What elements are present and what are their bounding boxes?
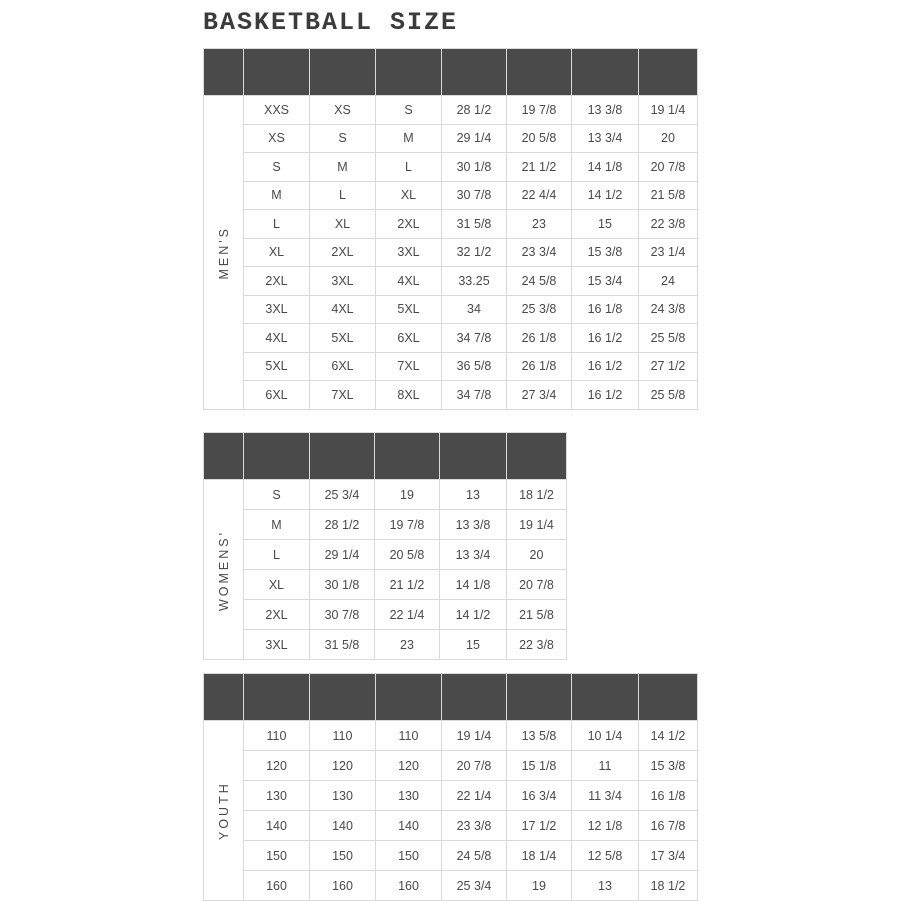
cell: 13 3/8 <box>440 510 507 540</box>
cell: L <box>244 210 310 239</box>
cell: 20 5/8 <box>507 124 572 153</box>
cell: 29 1/4 <box>442 124 507 153</box>
cell: 20 7/8 <box>442 751 507 781</box>
cell: 120 <box>244 751 310 781</box>
cell: 19 1/4 <box>639 96 698 125</box>
cell: S <box>310 124 376 153</box>
cell: 120 <box>376 751 442 781</box>
cell: XL <box>376 181 442 210</box>
cell: 23 3/4 <box>507 238 572 267</box>
cell: 2XL <box>310 238 376 267</box>
cell: 16 1/2 <box>572 352 639 381</box>
youth-col-usa: USA <box>244 674 310 721</box>
cell: 13 3/4 <box>572 124 639 153</box>
mens-table-body <box>204 96 698 410</box>
cell: 13 3/8 <box>572 96 639 125</box>
cell: 19 <box>507 871 572 901</box>
cell: 24 <box>639 267 698 296</box>
cell: 5XL <box>310 324 376 353</box>
cell: 12 1/8 <box>572 811 639 841</box>
mens-table-header <box>204 49 698 96</box>
cell: 14 1/2 <box>572 181 639 210</box>
page-title: BASKETBALL SIZE <box>203 8 459 37</box>
cell: 20 7/8 <box>507 570 567 600</box>
cell: S <box>244 480 310 510</box>
cell: 22 4/4 <box>507 181 572 210</box>
cell: 7XL <box>310 381 376 410</box>
mens-corner-cell <box>204 49 244 96</box>
cell: 150 <box>310 841 376 871</box>
cell: 22 3/8 <box>507 630 567 660</box>
cell: 11 <box>572 751 639 781</box>
cell: 6XL <box>244 381 310 410</box>
womens-table-body <box>204 480 567 660</box>
mens-col-usa: USA <box>244 49 310 96</box>
cell: 22 1/4 <box>442 781 507 811</box>
cell: 23 3/8 <box>442 811 507 841</box>
cell: 30 1/8 <box>310 570 375 600</box>
cell: XL <box>310 210 376 239</box>
youth-col-ue: UE <box>310 674 376 721</box>
youth-col-asia: ASIA <box>376 674 442 721</box>
cell: 2XL <box>244 267 310 296</box>
cell: 25 3/4 <box>310 480 375 510</box>
cell: 17 3/4 <box>639 841 698 871</box>
cell: 24 3/8 <box>639 295 698 324</box>
cell: 25 5/8 <box>639 324 698 353</box>
cell: 130 <box>376 781 442 811</box>
cell: 110 <box>244 721 310 751</box>
cell: 34 7/8 <box>442 324 507 353</box>
table-row <box>204 751 698 781</box>
womens-table-header <box>204 433 567 480</box>
cell: L <box>310 181 376 210</box>
mens-col-outside-seam: OUTSIDE SEAM (IN.) <box>442 49 507 96</box>
cell: 16 1/8 <box>572 295 639 324</box>
cell: 3XL <box>310 267 376 296</box>
cell: 25 3/4 <box>442 871 507 901</box>
youth-col-pants-length: PANTS LENGTH (IN.) <box>639 674 698 721</box>
cell: 27 3/4 <box>507 381 572 410</box>
table-row <box>204 295 698 324</box>
youth-col-outside-seam: OUTSIDE SEAM (IN.) <box>442 674 507 721</box>
mens-col-asia: ASIA <box>376 49 442 96</box>
cell: M <box>310 153 376 182</box>
cell: 21 1/2 <box>507 153 572 182</box>
cell: 18 1/2 <box>639 871 698 901</box>
cell: 18 1/2 <box>507 480 567 510</box>
cell: 150 <box>376 841 442 871</box>
cell: 16 1/2 <box>572 324 639 353</box>
cell: 2XL <box>244 600 310 630</box>
cell: 36 5/8 <box>442 352 507 381</box>
cell: 140 <box>376 811 442 841</box>
womens-size-table <box>203 432 567 660</box>
cell: 14 1/8 <box>440 570 507 600</box>
womens-col-pants-length: PANTS LENGTH (IN.) <box>507 433 567 480</box>
cell: 24 5/8 <box>507 267 572 296</box>
cell: 21 1/2 <box>375 570 440 600</box>
youth-table-header <box>204 674 698 721</box>
cell: 4XL <box>376 267 442 296</box>
womens-group-label: WOMENS' <box>204 480 244 660</box>
cell: 13 5/8 <box>507 721 572 751</box>
cell: 6XL <box>376 324 442 353</box>
cell: 15 <box>572 210 639 239</box>
cell: 160 <box>376 871 442 901</box>
cell: M <box>376 124 442 153</box>
cell: XXS <box>244 96 310 125</box>
youth-col-half-chest: 1/2 CHEST (IN.) <box>507 674 572 721</box>
table-row <box>204 96 698 125</box>
cell: XL <box>244 570 310 600</box>
cell: 130 <box>310 781 376 811</box>
cell: 28 1/2 <box>310 510 375 540</box>
cell: 20 <box>639 124 698 153</box>
mens-size-table <box>203 48 698 410</box>
cell: 16 1/2 <box>572 381 639 410</box>
cell: 120 <box>310 751 376 781</box>
cell: 19 <box>375 480 440 510</box>
youth-group-label: YOUTH <box>204 721 244 901</box>
cell: XL <box>244 238 310 267</box>
cell: 27 1/2 <box>639 352 698 381</box>
cell: 20 7/8 <box>639 153 698 182</box>
cell: 22 3/8 <box>639 210 698 239</box>
table-row <box>204 480 567 510</box>
table-row <box>204 811 698 841</box>
cell: 5XL <box>244 352 310 381</box>
mens-col-ue: UE <box>310 49 376 96</box>
cell: 17 1/2 <box>507 811 572 841</box>
cell: 19 1/4 <box>507 510 567 540</box>
table-row <box>204 540 567 570</box>
cell: 26 1/8 <box>507 352 572 381</box>
cell: 32 1/2 <box>442 238 507 267</box>
cell: 2XL <box>376 210 442 239</box>
cell: 33.25 <box>442 267 507 296</box>
cell: 19 1/4 <box>442 721 507 751</box>
table-row <box>204 267 698 296</box>
womens-col-usa: USA <box>244 433 310 480</box>
cell: 15 1/8 <box>507 751 572 781</box>
cell: 19 7/8 <box>507 96 572 125</box>
cell: 12 5/8 <box>572 841 639 871</box>
youth-corner-cell <box>204 674 244 721</box>
cell: 15 3/4 <box>572 267 639 296</box>
cell: 140 <box>244 811 310 841</box>
cell: 15 3/8 <box>639 751 698 781</box>
table-row <box>204 352 698 381</box>
womens-col-half-chest: 1/2 CHEST (IN.) <box>375 433 440 480</box>
mens-group-label: MEN'S <box>204 96 244 410</box>
cell: 16 3/4 <box>507 781 572 811</box>
cell: 31 5/8 <box>442 210 507 239</box>
cell: 21 5/8 <box>507 600 567 630</box>
cell: 6XL <box>310 352 376 381</box>
cell: 30 1/8 <box>442 153 507 182</box>
cell: 14 1/2 <box>440 600 507 630</box>
cell: 3XL <box>376 238 442 267</box>
mens-col-pants-length: PANTS LENGTH (IN.) <box>639 49 698 96</box>
cell: M <box>244 510 310 540</box>
table-row <box>204 153 698 182</box>
cell: 23 <box>375 630 440 660</box>
mens-col-shoulder-breadth: SHOULDER BREADTH (IN.) <box>572 49 639 96</box>
cell: 150 <box>244 841 310 871</box>
cell: 11 3/4 <box>572 781 639 811</box>
cell: 13 <box>440 480 507 510</box>
cell: 110 <box>310 721 376 751</box>
cell: 8XL <box>376 381 442 410</box>
cell: 34 <box>442 295 507 324</box>
cell: 25 5/8 <box>639 381 698 410</box>
womens-col-outside-seam: OUTSIDE SEAM (IN.) <box>310 433 375 480</box>
cell: 160 <box>244 871 310 901</box>
womens-corner-cell <box>204 433 244 480</box>
cell: 18 1/4 <box>507 841 572 871</box>
cell: 13 3/4 <box>440 540 507 570</box>
cell: 16 1/8 <box>639 781 698 811</box>
cell: 3XL <box>244 630 310 660</box>
table-row <box>204 781 698 811</box>
table-row <box>204 510 567 540</box>
cell: 7XL <box>376 352 442 381</box>
cell: 24 5/8 <box>442 841 507 871</box>
table-row <box>204 210 698 239</box>
cell: 20 <box>507 540 567 570</box>
table-row <box>204 570 567 600</box>
youth-table-body <box>204 721 698 901</box>
cell: 22 1/4 <box>375 600 440 630</box>
cell: L <box>376 153 442 182</box>
cell: 28 1/2 <box>442 96 507 125</box>
cell: 4XL <box>244 324 310 353</box>
cell: 20 5/8 <box>375 540 440 570</box>
table-row <box>204 871 698 901</box>
table-row <box>204 238 698 267</box>
cell: 29 1/4 <box>310 540 375 570</box>
cell: 15 <box>440 630 507 660</box>
cell: 30 7/8 <box>442 181 507 210</box>
cell: 3XL <box>244 295 310 324</box>
cell: 15 3/8 <box>572 238 639 267</box>
cell: 21 5/8 <box>639 181 698 210</box>
cell: 23 <box>507 210 572 239</box>
cell: 130 <box>244 781 310 811</box>
cell: L <box>244 540 310 570</box>
cell: 34 7/8 <box>442 381 507 410</box>
cell: 5XL <box>376 295 442 324</box>
cell: 16 7/8 <box>639 811 698 841</box>
youth-col-shoulder-breadth: SHOULDER BREADTH (IN.) <box>572 674 639 721</box>
table-row <box>204 841 698 871</box>
cell: 31 5/8 <box>310 630 375 660</box>
cell: 4XL <box>310 295 376 324</box>
cell: 160 <box>310 871 376 901</box>
cell: 14 1/2 <box>639 721 698 751</box>
cell: 13 <box>572 871 639 901</box>
table-row <box>204 600 567 630</box>
cell: 14 1/8 <box>572 153 639 182</box>
cell: XS <box>310 96 376 125</box>
cell: 26 1/8 <box>507 324 572 353</box>
table-row <box>204 181 698 210</box>
cell: M <box>244 181 310 210</box>
table-row <box>204 630 567 660</box>
cell: XS <box>244 124 310 153</box>
cell: 23 1/4 <box>639 238 698 267</box>
table-row <box>204 124 698 153</box>
cell: 30 7/8 <box>310 600 375 630</box>
cell: 140 <box>310 811 376 841</box>
cell: 110 <box>376 721 442 751</box>
cell: 25 3/8 <box>507 295 572 324</box>
cell: 19 7/8 <box>375 510 440 540</box>
cell: S <box>376 96 442 125</box>
cell: 10 1/4 <box>572 721 639 751</box>
youth-size-table <box>203 673 698 901</box>
cell: S <box>244 153 310 182</box>
womens-col-shoulder-breadth: SHOULDER BREADTH (IN.) <box>440 433 507 480</box>
table-row <box>204 324 698 353</box>
table-row <box>204 721 698 751</box>
mens-col-half-chest: 1/2 CHEST (IN.) <box>507 49 572 96</box>
table-row <box>204 381 698 410</box>
